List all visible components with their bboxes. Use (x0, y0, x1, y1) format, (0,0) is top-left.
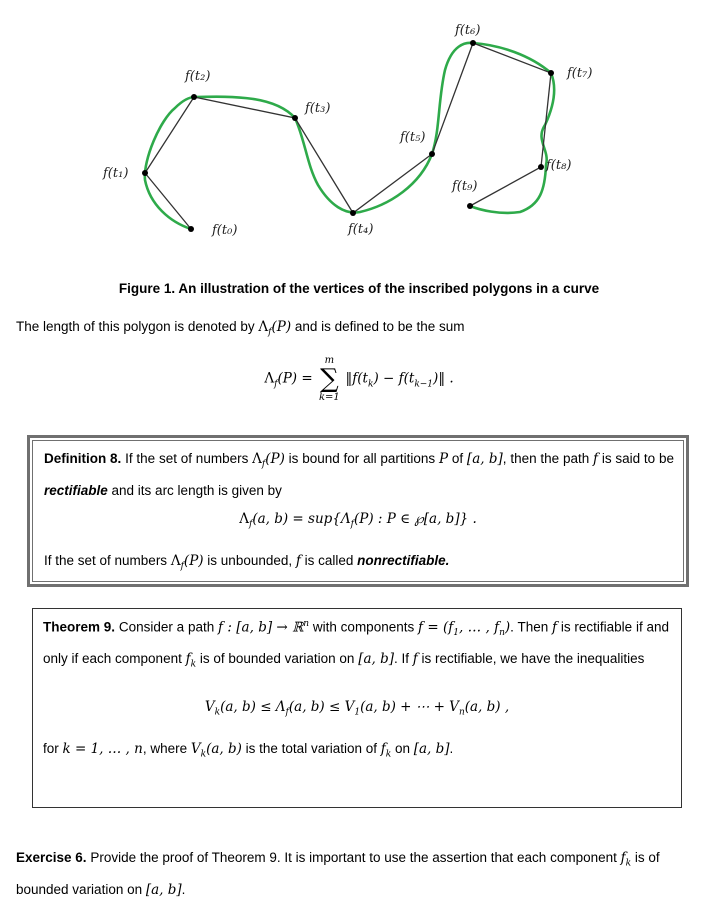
label-t2: f(t₂) (185, 69, 211, 84)
exercise-paragraph: Exercise 6. Provide the proof of Theorem 9. It is important to use the assertion that each component $f_k$ is of bounded variation on [a, b]. (16, 850, 660, 898)
label-t6: f(t₆) (455, 23, 481, 38)
arc-length-equation: $\Lambda_f(a$, $b) = sup\{\Lambda_f(P)$ : P ∈ ℘[a, b]} . (239, 511, 477, 530)
summation-sign: m ∑ k=1 (318, 355, 340, 403)
label-t4: f(t₄) (348, 222, 374, 237)
figure-caption: Figure 1. An illustration of the vertices of the inscribed polygons in a curve (118, 281, 600, 296)
vertex-t9 (467, 203, 473, 209)
label-t9: f(t₉) (452, 179, 478, 194)
vertex-t7 (548, 70, 554, 76)
vertex-t2 (191, 94, 197, 100)
theorem-box (32, 608, 682, 808)
label-t3: f(t₃) (305, 101, 331, 116)
label-t1: f(t₁) (103, 166, 129, 181)
label-t5: f(t₅) (400, 130, 426, 145)
label-t7: f(t₇) (567, 66, 593, 81)
vertex-t5 (429, 151, 435, 157)
theorem-text: Theorem 9. Consider a path f : [a, b] → ℝ$^n$ with components $f = (f_1$, … , $f_n$). Then f is rectifiable if and only if each component $f_k$ is of bounded variation on [a, b]. If f is rectifiable, we have the inequalities (43, 619, 670, 670)
intro-paragraph: The length of this polygon is denoted by $\Lambda_f(P)$ and is defined to be the sum (16, 319, 465, 338)
vertex-t1 (142, 170, 148, 176)
definition-box (27, 435, 689, 587)
label-t8: f(t₈) (546, 158, 572, 173)
vertex-t4 (350, 210, 356, 216)
vertex-t8 (538, 164, 544, 170)
theorem-where-text: for k = 1, … , n, where $V_k(a$, b) is the total variation of $f_k$ on [a, b]. (43, 741, 454, 760)
definition-text: Definition 8. If the set of numbers $\Lambda_f(P)$ is bound for all partitions P of [a, b], then the path f is said to be rectifiable and its arc length is given by (44, 451, 675, 498)
sum-equation: $\Lambda_f(P)$ = m ∑ k=1 $‖f(t_k)$ − $f(t_{k-1})‖$ . (264, 355, 454, 403)
label-t0: f(t₀) (212, 223, 238, 238)
variation-inequality: $V_k(a$, $b) \le \Lambda_f(a$, $b) \le V_1(a$, b) + ⋯ + $V_n(a$, b) , (204, 699, 510, 718)
unbounded-text: If the set of numbers $\Lambda_f(P)$ is unbounded, f is called nonrectifiable. (44, 553, 450, 572)
vertex-t3 (292, 115, 298, 121)
vertex-t6 (470, 40, 476, 46)
vertex-t0 (188, 226, 194, 232)
curve-figure (0, 0, 718, 270)
